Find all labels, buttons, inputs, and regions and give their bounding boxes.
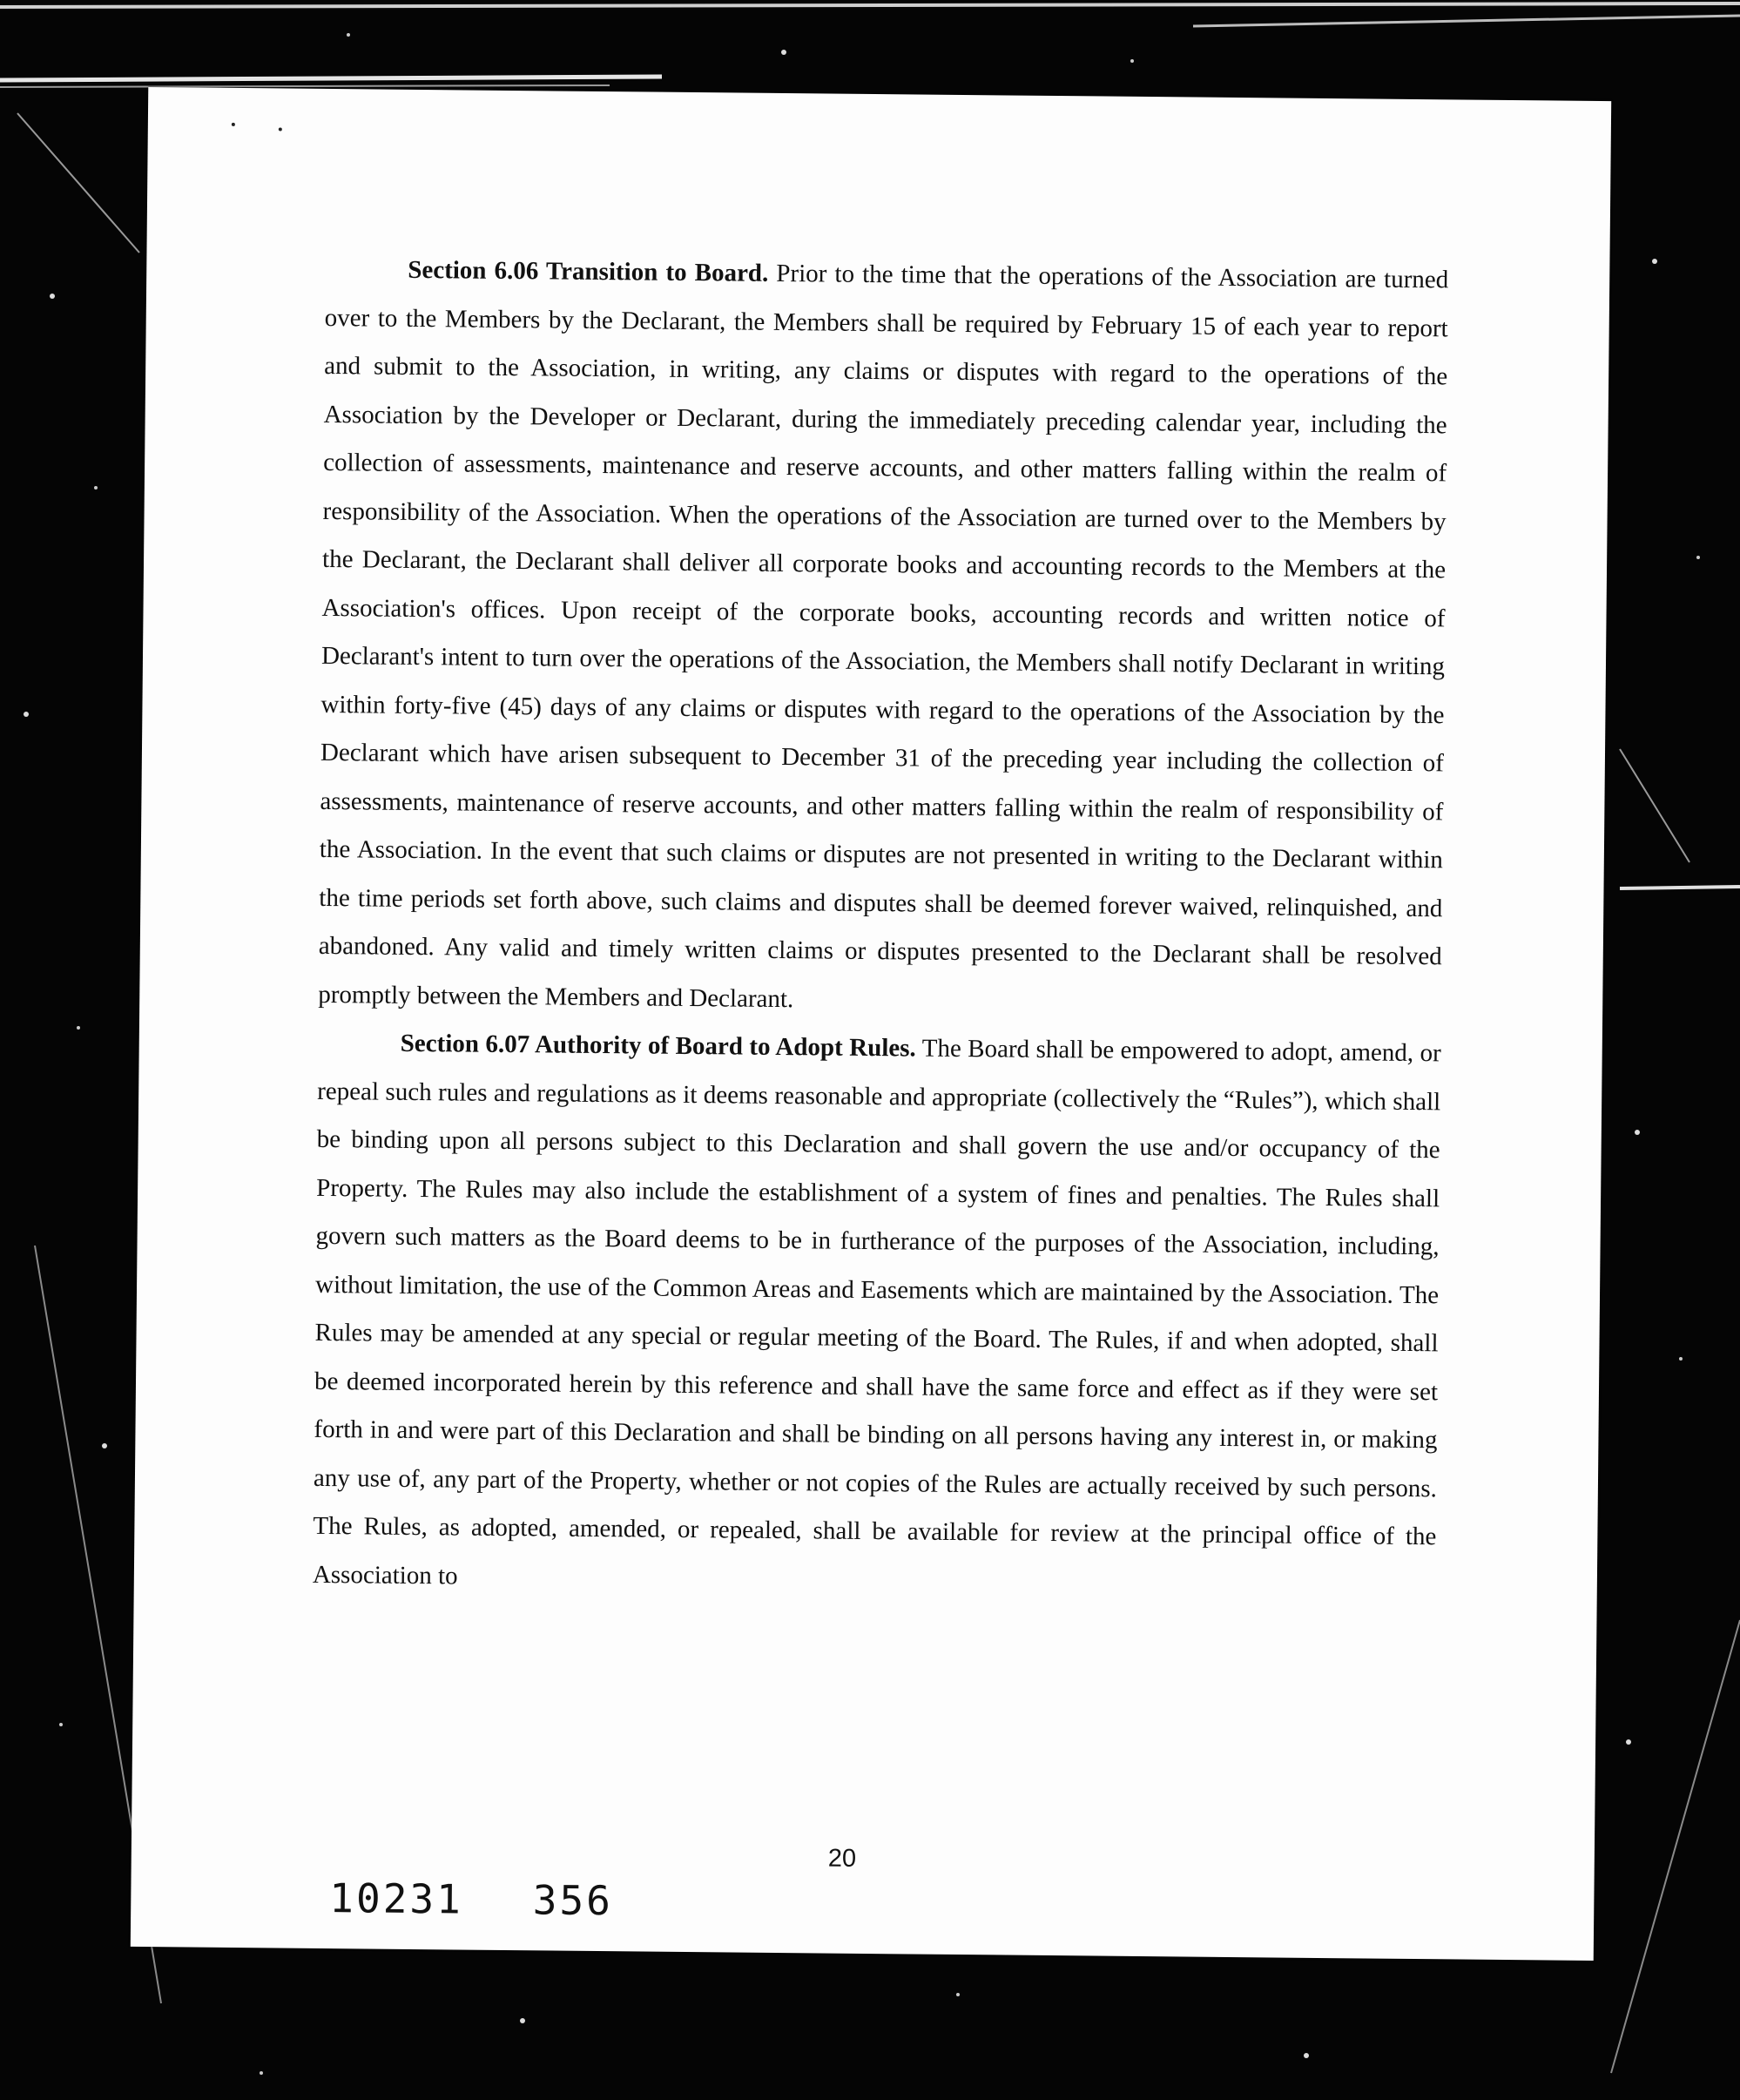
recording-stamp <box>329 1874 613 1924</box>
document-page <box>131 87 1611 1961</box>
page-number: 20 <box>827 1844 857 1873</box>
section-6-06-heading: Section 6.06 Transition to Board. <box>408 255 769 287</box>
section-6-07-text: The Board shall be empowered to adopt, amend, or repeal such rules and regulations as it deems reasonable and appropriate (collectively the “Rules”), which shall be binding upon all persons subject to this Declaration and shall govern the use and/or occupancy of the Property. The Rules may also include the establishment of a system of fines and penalties. The Rules shall govern such matters as the Board deems to be in furtherance of the purposes of the Association, including, without limitation, the use of the Common Areas and Easements which are maintained by the Association. The Rules may be amended at any special or regular meeting of the Board. The Rules, if and when adopted, shall be deemed incorporated herein by this reference and shall have the same force and effect as if they were set forth in and were part of this Declaration and shall be binding on all persons having any interest in, or making any use of, any part of the Property, whether or not copies of the Rules are actually received by such persons. The Rules, as adopted, amended, or repealed, shall be available for review at the principal office of the Association to <box>312 1034 1441 1590</box>
scan-speck <box>279 127 282 131</box>
section-6-07-paragraph <box>313 1019 1441 1610</box>
recording-page: 356 <box>532 1876 614 1925</box>
section-6-06-text: Prior to the time that the operations of the Association are turned over to the Members by the Declarant, the Members shall be required by February 15 of each year to report and submit to the Association, in writing, any claims or disputes with regard to the operations of the Association by the Developer or Declarant, during the immediately preceding calendar year, including the collection of assessments, maintenance and reserve accounts, and other matters falling within the realm of responsibility of the Association. When the operations of the Association are turned over to the Members by the Declarant, the Declarant shall deliver all corporate books and accounting records to the Members at the Association's offices. Upon receipt of the corporate books, accounting records and written notice of Declarant's intent to turn over the operations of the Association, the Members shall notify Declarant in writing within forty-five (45) days of any claims or disputes with regard to the operations of the Association by the Declarant which have arisen subsequent to December 31 of the preceding year including the collection of assessments, maintenance of reserve accounts, and other matters falling within the realm of responsibility of the Association. In the event that such claims or disputes are not presented in writing to the Declarant within the time periods set forth above, such claims and disputes shall be deemed forever waived, relinquished, and abandoned. Any valid and timely written claims or disputes presented to the Declarant shall be resolved promptly between the Members and Declarant. <box>318 259 1449 1013</box>
recording-volume: 10231 <box>329 1874 464 1923</box>
scan-speck <box>232 123 235 126</box>
section-6-06-paragraph <box>318 246 1448 1030</box>
document-body <box>313 246 1449 1610</box>
section-6-07-heading: Section 6.07 Authority of Board to Adopt Rules. <box>400 1029 916 1063</box>
